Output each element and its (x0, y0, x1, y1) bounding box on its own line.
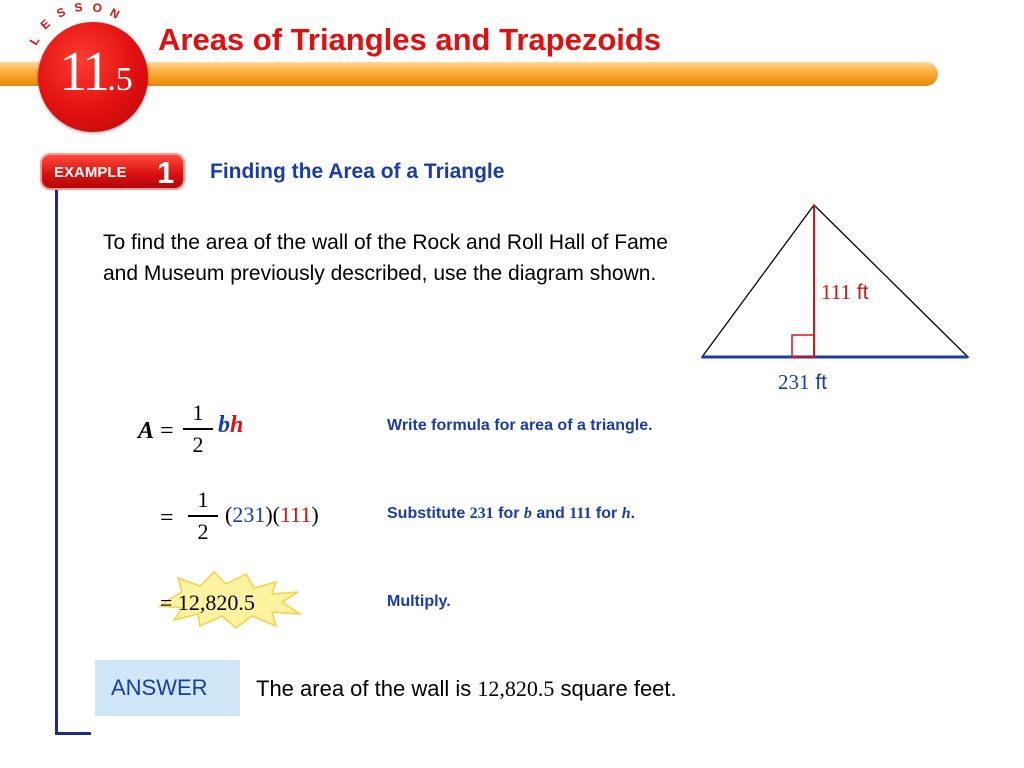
answer-label: ANSWER (111, 675, 208, 700)
area-variable: A (138, 418, 155, 444)
lesson-letter: N (107, 5, 122, 22)
substitution-expression (225, 502, 319, 528)
paren: ( (225, 502, 233, 527)
equals-sign: = (160, 418, 174, 444)
lesson-number-minor: .5 (107, 61, 133, 98)
right-angle-marker (792, 335, 814, 357)
height-label (821, 280, 868, 305)
note-variable: b (523, 505, 532, 522)
base-number: 231 (232, 502, 266, 527)
base-label (778, 370, 827, 395)
base-variable: b (218, 412, 230, 438)
lesson-letter: E (37, 16, 53, 33)
lesson-letter: S (73, 0, 84, 15)
fraction-denominator: 2 (192, 432, 204, 457)
example-title: Finding the Area of a Triangle (210, 160, 505, 183)
example-label: EXAMPLE (54, 164, 127, 181)
paren: ) (311, 502, 319, 527)
note-text: Substitute (387, 505, 470, 522)
height-value: 111 (821, 280, 851, 304)
left-rule (55, 190, 58, 735)
note-variable: h (621, 505, 631, 522)
paren: )( (265, 502, 280, 527)
note-number: 111 (569, 505, 592, 522)
bottom-rule (55, 732, 91, 735)
lesson-letter: L (26, 33, 43, 48)
note-number: 231 (469, 505, 494, 522)
page-title: Areas of Triangles and Trapezoids (158, 22, 662, 57)
lesson-letter: S (54, 4, 68, 21)
note-text: . (630, 505, 636, 522)
lesson-number-major: 11 (59, 41, 108, 103)
result-value: 12,820.5 (177, 590, 255, 615)
answer-box (95, 660, 240, 716)
equals-sign: = (160, 505, 174, 531)
fraction-numerator: 1 (192, 400, 204, 425)
answer-text-before: The area of the wall is (256, 676, 478, 701)
base-unit: ft (815, 371, 828, 394)
example-number: 1 (157, 155, 175, 190)
height-unit: ft (856, 281, 869, 304)
step-note-formula: Write formula for area of a triangle. (387, 417, 653, 434)
fraction-bar (188, 515, 218, 517)
base-value: 231 (778, 370, 810, 394)
note-text: for (493, 505, 524, 522)
fraction-numerator: 1 (197, 487, 209, 512)
fraction-one-half (188, 487, 218, 545)
fraction-one-half (183, 400, 213, 458)
fraction-denominator: 2 (197, 519, 209, 544)
answer-text (256, 676, 677, 702)
fraction-bar (183, 428, 213, 430)
lesson-number (48, 40, 144, 104)
answer-text-after: square feet. (554, 676, 677, 701)
step-note-multiply: Multiply. (387, 593, 451, 610)
note-text: for (591, 505, 622, 522)
height-variable: h (230, 412, 244, 438)
equals-sign: = (160, 590, 173, 615)
bh-term (218, 412, 243, 439)
intro-paragraph: To find the area of the wall of the Rock and Roll Hall of Fame and Museum previously described, use the diagram shown. (103, 231, 668, 285)
note-text: and (531, 505, 570, 522)
result-expression (160, 590, 255, 616)
answer-value: 12,820.5 (477, 676, 555, 701)
height-number: 111 (279, 502, 312, 527)
lesson-letter: O (91, 0, 104, 16)
example-tag (40, 153, 185, 190)
lesson-badge (38, 22, 148, 132)
step-note-substitute (387, 505, 635, 523)
